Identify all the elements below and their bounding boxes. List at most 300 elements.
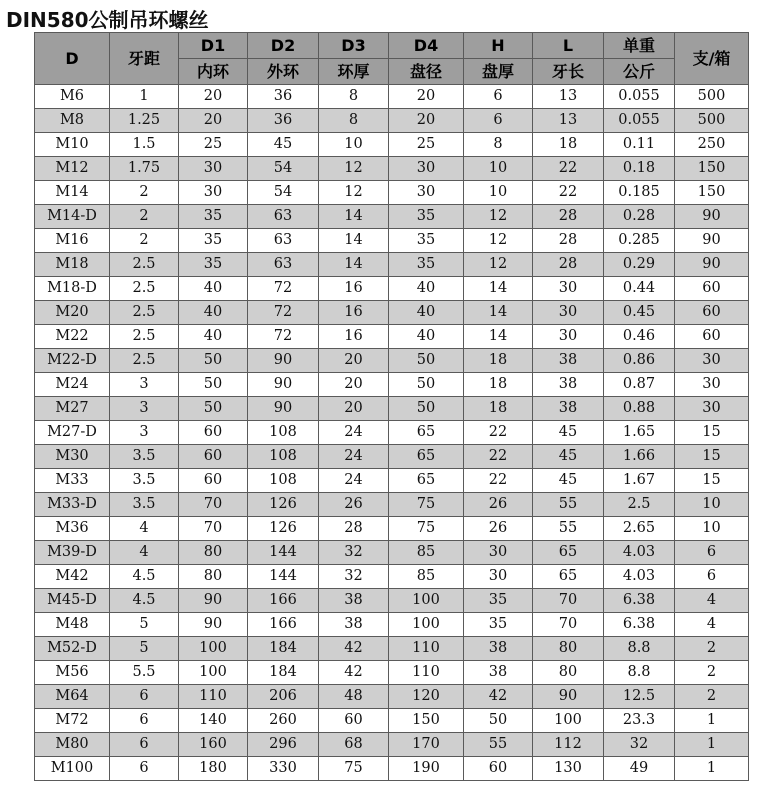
table-cell: 38 — [464, 637, 533, 661]
table-cell: 144 — [248, 541, 319, 565]
table-cell: 2 — [110, 205, 179, 229]
table-row — [35, 421, 749, 445]
table-cell: 6 — [675, 541, 749, 565]
table-cell: 25 — [389, 133, 464, 157]
table-cell: 68 — [319, 733, 389, 757]
table-cell: 2.5 — [110, 301, 179, 325]
table-cell: 42 — [319, 661, 389, 685]
table-row — [35, 349, 749, 373]
table-cell: 30 — [464, 565, 533, 589]
table-cell: 110 — [389, 661, 464, 685]
table-cell: 2.5 — [110, 325, 179, 349]
table-cell: 5.5 — [110, 661, 179, 685]
table-cell: M20 — [35, 301, 110, 325]
table-row — [35, 709, 749, 733]
table-cell: 45 — [533, 445, 604, 469]
header-subcell-ring-thickness: 环厚 — [319, 59, 389, 85]
table-cell: 38 — [533, 397, 604, 421]
header-subcell-kg: 公斤 — [604, 59, 675, 85]
table-cell: 55 — [533, 517, 604, 541]
table-cell: 60 — [675, 277, 749, 301]
table-cell: 48 — [319, 685, 389, 709]
table-cell: 40 — [389, 325, 464, 349]
spec-table — [34, 32, 749, 781]
table-cell: 1.75 — [110, 157, 179, 181]
table-cell: 42 — [464, 685, 533, 709]
table-row — [35, 181, 749, 205]
table-cell: 15 — [675, 469, 749, 493]
table-cell: 32 — [604, 733, 675, 757]
table-cell: 10 — [464, 181, 533, 205]
table-cell: 1 — [675, 733, 749, 757]
table-cell: 13 — [533, 109, 604, 133]
header-row-top — [35, 33, 749, 59]
table-cell: 10 — [319, 133, 389, 157]
table-cell: 54 — [248, 157, 319, 181]
table-cell: M14 — [35, 181, 110, 205]
table-cell: 30 — [533, 301, 604, 325]
table-cell: 14 — [319, 205, 389, 229]
table-cell: 35 — [179, 253, 248, 277]
table-cell: 0.18 — [604, 157, 675, 181]
table-cell: 90 — [675, 205, 749, 229]
table-cell: 28 — [533, 205, 604, 229]
table-cell: 160 — [179, 733, 248, 757]
table-cell: M100 — [35, 757, 110, 781]
table-row — [35, 373, 749, 397]
table-cell: 180 — [179, 757, 248, 781]
table-cell: 60 — [179, 421, 248, 445]
table-cell: 1 — [675, 709, 749, 733]
table-cell: 50 — [464, 709, 533, 733]
table-cell: 15 — [675, 445, 749, 469]
table-cell: 108 — [248, 445, 319, 469]
table-cell: 1.65 — [604, 421, 675, 445]
table-cell: 50 — [389, 373, 464, 397]
header-cell-d1: D1 — [179, 33, 248, 59]
table-cell: 18 — [464, 349, 533, 373]
table-cell: 0.86 — [604, 349, 675, 373]
table-cell: 30 — [179, 157, 248, 181]
table-cell: 55 — [464, 733, 533, 757]
table-cell: 4.5 — [110, 589, 179, 613]
table-cell: 1.25 — [110, 109, 179, 133]
table-cell: M10 — [35, 133, 110, 157]
table-cell: 35 — [464, 589, 533, 613]
table-cell: 72 — [248, 325, 319, 349]
table-cell: 190 — [389, 757, 464, 781]
table-cell: 80 — [533, 661, 604, 685]
table-row — [35, 205, 749, 229]
table-cell: 49 — [604, 757, 675, 781]
table-cell: 2.65 — [604, 517, 675, 541]
table-cell: M30 — [35, 445, 110, 469]
table-cell: 26 — [464, 517, 533, 541]
table-cell: 0.45 — [604, 301, 675, 325]
table-cell: 30 — [179, 181, 248, 205]
table-cell: 32 — [319, 565, 389, 589]
table-row — [35, 517, 749, 541]
table-cell: 2.5 — [110, 277, 179, 301]
table-cell: 90 — [675, 229, 749, 253]
table-cell: 40 — [179, 325, 248, 349]
table-cell: 13 — [533, 85, 604, 109]
table-cell: 45 — [533, 469, 604, 493]
table-cell: 1 — [110, 85, 179, 109]
table-cell: 28 — [533, 253, 604, 277]
table-cell: 206 — [248, 685, 319, 709]
table-cell: 35 — [389, 205, 464, 229]
table-cell: M18 — [35, 253, 110, 277]
table-row — [35, 397, 749, 421]
table-cell: 16 — [319, 301, 389, 325]
table-cell: 100 — [533, 709, 604, 733]
table-cell: 50 — [389, 397, 464, 421]
table-cell: 4.5 — [110, 565, 179, 589]
table-cell: 150 — [675, 157, 749, 181]
header-subcell-outer-ring: 外环 — [248, 59, 319, 85]
table-cell: M42 — [35, 565, 110, 589]
table-cell: 6 — [110, 733, 179, 757]
table-cell: 24 — [319, 445, 389, 469]
table-cell: 30 — [533, 277, 604, 301]
table-cell: 110 — [389, 637, 464, 661]
table-cell: 65 — [533, 541, 604, 565]
table-cell: 2 — [675, 661, 749, 685]
table-cell: 16 — [319, 325, 389, 349]
table-cell: 166 — [248, 589, 319, 613]
table-cell: 45 — [533, 421, 604, 445]
table-row — [35, 229, 749, 253]
table-cell: 8 — [464, 133, 533, 157]
table-cell: 1.5 — [110, 133, 179, 157]
table-cell: 24 — [319, 469, 389, 493]
table-cell: 184 — [248, 661, 319, 685]
table-cell: 6 — [464, 85, 533, 109]
table-cell: 80 — [533, 637, 604, 661]
table-cell: 100 — [179, 661, 248, 685]
table-cell: 140 — [179, 709, 248, 733]
header-cell-d3: D3 — [319, 33, 389, 59]
table-cell: 28 — [533, 229, 604, 253]
table-row — [35, 133, 749, 157]
table-cell: 90 — [248, 373, 319, 397]
table-cell: 28 — [319, 517, 389, 541]
table-cell: 65 — [389, 469, 464, 493]
table-cell: 5 — [110, 613, 179, 637]
table-row — [35, 661, 749, 685]
table-cell: 20 — [319, 373, 389, 397]
table-cell: M64 — [35, 685, 110, 709]
header-cell-d4: D4 — [389, 33, 464, 59]
table-row — [35, 589, 749, 613]
table-cell: 10 — [675, 493, 749, 517]
table-cell: 90 — [179, 613, 248, 637]
table-cell: 8 — [319, 109, 389, 133]
table-cell: 4.03 — [604, 565, 675, 589]
table-cell: 0.29 — [604, 253, 675, 277]
table-cell: 4 — [675, 613, 749, 637]
header-cell-d: D — [35, 33, 110, 85]
table-cell: 20 — [319, 397, 389, 421]
table-cell: 85 — [389, 565, 464, 589]
table-cell: 1.66 — [604, 445, 675, 469]
table-cell: M6 — [35, 85, 110, 109]
table-cell: 20 — [319, 349, 389, 373]
table-cell: 2 — [675, 637, 749, 661]
table-cell: M27 — [35, 397, 110, 421]
table-cell: 18 — [464, 373, 533, 397]
table-cell: 112 — [533, 733, 604, 757]
table-cell: M14-D — [35, 205, 110, 229]
table-cell: 90 — [248, 349, 319, 373]
table-cell: M27-D — [35, 421, 110, 445]
table-cell: M22-D — [35, 349, 110, 373]
table-cell: 90 — [248, 397, 319, 421]
table-cell: 8.8 — [604, 637, 675, 661]
table-cell: M45-D — [35, 589, 110, 613]
table-cell: 38 — [533, 349, 604, 373]
table-cell: 30 — [389, 157, 464, 181]
table-body — [35, 85, 749, 781]
table-cell: 0.44 — [604, 277, 675, 301]
table-cell: 60 — [179, 469, 248, 493]
table-cell: 110 — [179, 685, 248, 709]
table-cell: 0.055 — [604, 85, 675, 109]
table-row — [35, 109, 749, 133]
table-cell: 35 — [389, 253, 464, 277]
table-cell: 90 — [533, 685, 604, 709]
table-cell: 8.8 — [604, 661, 675, 685]
table-cell: 60 — [675, 301, 749, 325]
table-cell: 22 — [464, 469, 533, 493]
table-cell: M8 — [35, 109, 110, 133]
table-cell: 166 — [248, 613, 319, 637]
table-cell: 63 — [248, 253, 319, 277]
header-subcell-collar-thickness: 盘厚 — [464, 59, 533, 85]
table-cell: 2.5 — [604, 493, 675, 517]
table-cell: 30 — [464, 541, 533, 565]
table-cell: 4 — [110, 517, 179, 541]
table-cell: 70 — [533, 613, 604, 637]
table-cell: 12 — [464, 229, 533, 253]
table-cell: 18 — [533, 133, 604, 157]
table-cell: 35 — [464, 613, 533, 637]
table-cell: 22 — [533, 181, 604, 205]
table-cell: 0.87 — [604, 373, 675, 397]
table-cell: 30 — [389, 181, 464, 205]
table-cell: 38 — [319, 613, 389, 637]
table-cell: 6 — [110, 709, 179, 733]
table-cell: 126 — [248, 517, 319, 541]
table-cell: 8 — [319, 85, 389, 109]
page-title: DIN580公制吊环螺丝 — [6, 8, 209, 32]
table-cell: 500 — [675, 85, 749, 109]
table-cell: 100 — [179, 637, 248, 661]
header-cell-l: L — [533, 33, 604, 59]
table-cell: 72 — [248, 301, 319, 325]
table-cell: 6.38 — [604, 589, 675, 613]
table-cell: 22 — [533, 157, 604, 181]
table-cell: 20 — [389, 109, 464, 133]
table-cell: 60 — [319, 709, 389, 733]
table-cell: 120 — [389, 685, 464, 709]
table-cell: 12.5 — [604, 685, 675, 709]
table-cell: 50 — [179, 349, 248, 373]
table-cell: M22 — [35, 325, 110, 349]
table-cell: 3.5 — [110, 445, 179, 469]
table-cell: 126 — [248, 493, 319, 517]
table-cell: 75 — [319, 757, 389, 781]
table-cell: 55 — [533, 493, 604, 517]
table-cell: 65 — [533, 565, 604, 589]
table-cell: 30 — [533, 325, 604, 349]
header-cell-pitch: 牙距 — [110, 33, 179, 85]
table-cell: 0.285 — [604, 229, 675, 253]
table-cell: 54 — [248, 181, 319, 205]
table-cell: 14 — [319, 229, 389, 253]
table-cell: M48 — [35, 613, 110, 637]
table-header — [35, 33, 749, 85]
table-cell: M12 — [35, 157, 110, 181]
table-cell: 4.03 — [604, 541, 675, 565]
table-cell: 35 — [389, 229, 464, 253]
table-row — [35, 493, 749, 517]
table-cell: 130 — [533, 757, 604, 781]
table-cell: 30 — [675, 397, 749, 421]
table-cell: 250 — [675, 133, 749, 157]
table-cell: 15 — [675, 421, 749, 445]
table-row — [35, 733, 749, 757]
table-row — [35, 325, 749, 349]
table-cell: 26 — [464, 493, 533, 517]
table-cell: 30 — [675, 373, 749, 397]
table-cell: 45 — [248, 133, 319, 157]
table-cell: 20 — [179, 85, 248, 109]
table-row — [35, 637, 749, 661]
header-subcell-thread-length: 牙长 — [533, 59, 604, 85]
table-cell: 1 — [675, 757, 749, 781]
table-row — [35, 277, 749, 301]
table-cell: 36 — [248, 109, 319, 133]
table-cell: 10 — [464, 157, 533, 181]
table-cell: 4 — [110, 541, 179, 565]
table-cell: M36 — [35, 517, 110, 541]
table-row — [35, 157, 749, 181]
table-cell: 75 — [389, 493, 464, 517]
table-cell: 2.5 — [110, 253, 179, 277]
table-cell: 108 — [248, 421, 319, 445]
table-cell: M33-D — [35, 493, 110, 517]
table-cell: 70 — [533, 589, 604, 613]
table-cell: 63 — [248, 229, 319, 253]
table-row — [35, 469, 749, 493]
table-cell: 26 — [319, 493, 389, 517]
table-cell: 6.38 — [604, 613, 675, 637]
table-cell: 35 — [179, 205, 248, 229]
table-cell: 0.185 — [604, 181, 675, 205]
table-cell: 80 — [179, 565, 248, 589]
table-cell: 6 — [110, 685, 179, 709]
table-cell: 500 — [675, 109, 749, 133]
table-cell: 4 — [675, 589, 749, 613]
table-cell: 0.055 — [604, 109, 675, 133]
table-row — [35, 757, 749, 781]
header-cell-weight: 单重 — [604, 33, 675, 59]
header-cell-d2: D2 — [248, 33, 319, 59]
table-cell: 3 — [110, 373, 179, 397]
table-cell: 65 — [389, 445, 464, 469]
table-cell: 150 — [389, 709, 464, 733]
table-cell: 2 — [675, 685, 749, 709]
table-row — [35, 253, 749, 277]
table-cell: 22 — [464, 445, 533, 469]
table-cell: 60 — [675, 325, 749, 349]
table-cell: 0.28 — [604, 205, 675, 229]
table-cell: 14 — [319, 253, 389, 277]
table-cell: 85 — [389, 541, 464, 565]
table-cell: 90 — [179, 589, 248, 613]
table-cell: 260 — [248, 709, 319, 733]
table-row — [35, 541, 749, 565]
table-cell: 0.46 — [604, 325, 675, 349]
table-cell: M72 — [35, 709, 110, 733]
table-cell: 50 — [179, 373, 248, 397]
table-cell: 60 — [464, 757, 533, 781]
table-cell: 2 — [110, 181, 179, 205]
table-cell: 330 — [248, 757, 319, 781]
table-cell: 12 — [464, 205, 533, 229]
table-cell: 50 — [389, 349, 464, 373]
table-cell: 5 — [110, 637, 179, 661]
table-cell: 40 — [179, 301, 248, 325]
header-subcell-collar-diameter: 盘径 — [389, 59, 464, 85]
header-cell-h: H — [464, 33, 533, 59]
table-cell: 16 — [319, 277, 389, 301]
table-cell: 14 — [464, 277, 533, 301]
table-cell: 14 — [464, 301, 533, 325]
table-cell: 184 — [248, 637, 319, 661]
table-cell: 70 — [179, 517, 248, 541]
table-cell: 100 — [389, 613, 464, 637]
table-cell: 12 — [319, 157, 389, 181]
table-row — [35, 301, 749, 325]
table-cell: 0.11 — [604, 133, 675, 157]
table-cell: 6 — [464, 109, 533, 133]
table-cell: 12 — [319, 181, 389, 205]
table-cell: 60 — [179, 445, 248, 469]
table-cell: M39-D — [35, 541, 110, 565]
table-cell: 150 — [675, 181, 749, 205]
table-cell: 38 — [533, 373, 604, 397]
table-cell: 32 — [319, 541, 389, 565]
table-cell: 3 — [110, 397, 179, 421]
table-cell: 40 — [179, 277, 248, 301]
header-cell-per-box: 支/箱 — [675, 33, 749, 85]
table-row — [35, 613, 749, 637]
table-cell: 23.3 — [604, 709, 675, 733]
table-cell: 24 — [319, 421, 389, 445]
table-cell: 50 — [179, 397, 248, 421]
table-cell: 90 — [675, 253, 749, 277]
table-cell: M16 — [35, 229, 110, 253]
table-row — [35, 445, 749, 469]
table-cell: M80 — [35, 733, 110, 757]
table-cell: M56 — [35, 661, 110, 685]
table-row — [35, 685, 749, 709]
table-cell: 2 — [110, 229, 179, 253]
table-cell: 14 — [464, 325, 533, 349]
